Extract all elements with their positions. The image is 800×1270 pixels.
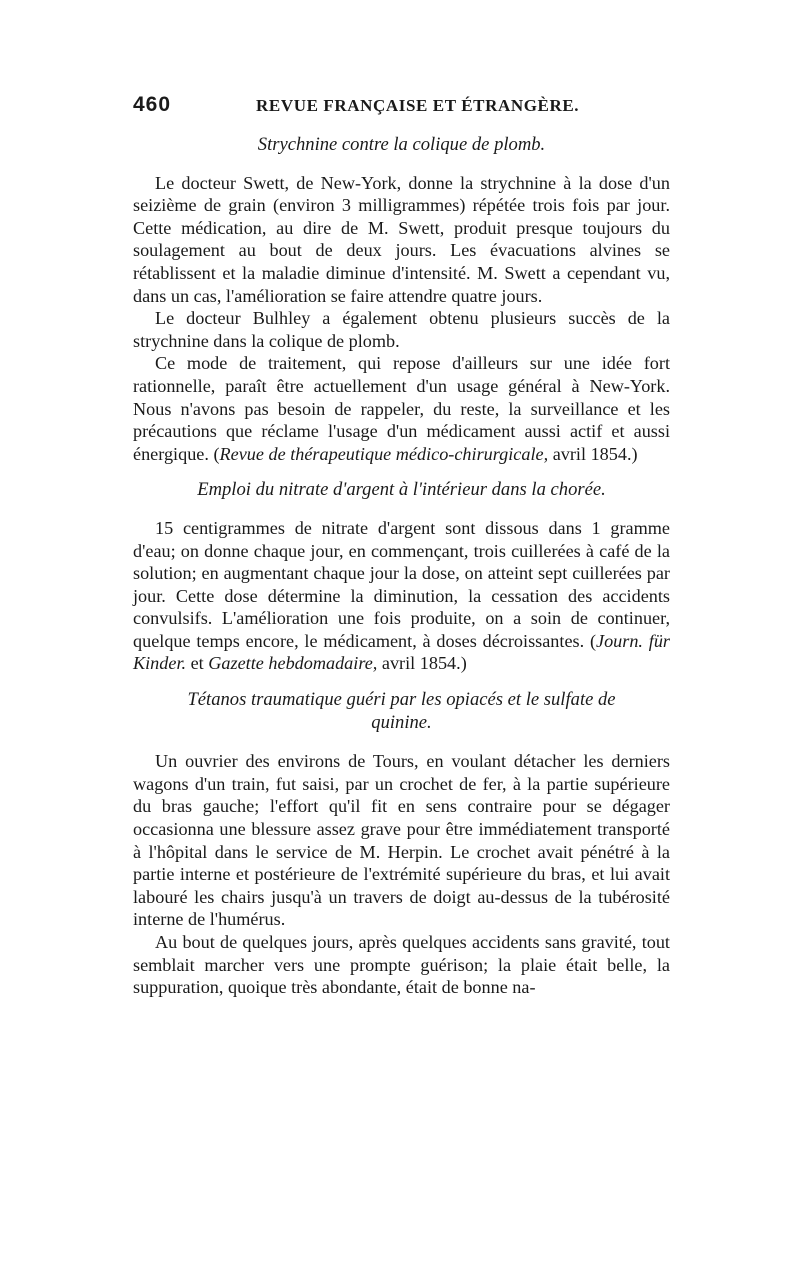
paragraph-text: 15 centigrammes de nitrate d'argent sont dissous dans 1 gramme d'eau; on donne chaque jour, en commençant, trois cuillerées à café de la solution; en augmentant chaque jour la dose, on atteint sept cuillerées par jour. Cette dose détermine la diminution, la cessation des accidents convulsifs. L'amélioration une fois produite, on a soin de continuer, quelque temps encore, le médicament, à doses décroissantes. ( — [133, 517, 670, 651]
citation-title: Gazette hebdomadaire, — [208, 653, 378, 674]
paragraph-text: Ce mode de traitement, qui repose d'ailleurs sur une idée fort rationnelle, paraît être actuellement d'un usage général à New-York. Nous n'avons pas besoin de rappeler, du reste, la surveillance et les précautions que réclame l'usage d'un médicament aussi actif et aussi énergique. ( — [133, 353, 670, 464]
citation-title: Journ. für Kinder. — [133, 630, 670, 674]
paragraph: Un ouvrier des environs de Tours, en voulant détacher les derniers wagons d'un train, fut saisi, par un crochet de fer, à la partie supérieure du bras gauche; l'effort qu'il fit en sens contraire pour se dégager occasionna une blessure assez grave pour être immédiatement transporté à l'hôpital dans le service de M. Herpin. Le crochet avait pénétré à la partie interne et postérieure de l'extrémité supérieure du bras, et lui avait labouré les chairs jusqu'à un travers de doigt au-dessus de la tubérosité interne de l'humérus. — [133, 751, 670, 930]
citation-date: avril 1854.) — [548, 443, 638, 464]
page-body — [133, 130, 670, 999]
running-title: REVUE FRANÇAISE ET ÉTRANGÈRE. — [256, 96, 580, 115]
section-title-strychnine: Strychnine contre la colique de plomb. — [257, 134, 546, 155]
paragraph: Au bout de quelques jours, après quelques accidents sans gravité, tout semblait marcher vers une prompte guérison; la plaie était belle, la suppuration, quoique très abondante, était de bonne na- — [133, 932, 670, 998]
citation-date: avril 1854.) — [377, 653, 467, 674]
paragraph — [133, 517, 670, 675]
section-title-tetanos: Tétanos traumatique guéri par les opiacés et le sulfate de quinine. — [187, 689, 616, 733]
paragraph: Le docteur Swett, de New-York, donne la strychnine à la dose d'un seizième de grain (environ 3 milligrammes) répétée trois fois par jour. Cette médication, au dire de M. Swett, produit presque toujours du soulagement au bout de deux jours. Les évacuations alvines se rétablissent et la maladie diminue d'intensité. M. Swett a cependant vu, dans un cas, l'amélioration se faire attendre quatre jours. — [133, 172, 670, 306]
paragraph: Le docteur Bulhley a également obtenu plusieurs succès de la strychnine dans la colique de plomb. — [133, 308, 670, 351]
page-header — [133, 93, 670, 117]
citation-title: Revue de thérapeutique médico-chirurgicale, — [219, 443, 549, 464]
section-title-nitrate: Emploi du nitrate d'argent à l'intérieur dans la chorée. — [197, 479, 606, 501]
paragraph — [133, 352, 670, 465]
page-number: 460 — [133, 93, 172, 116]
citation-join: et — [186, 653, 209, 674]
